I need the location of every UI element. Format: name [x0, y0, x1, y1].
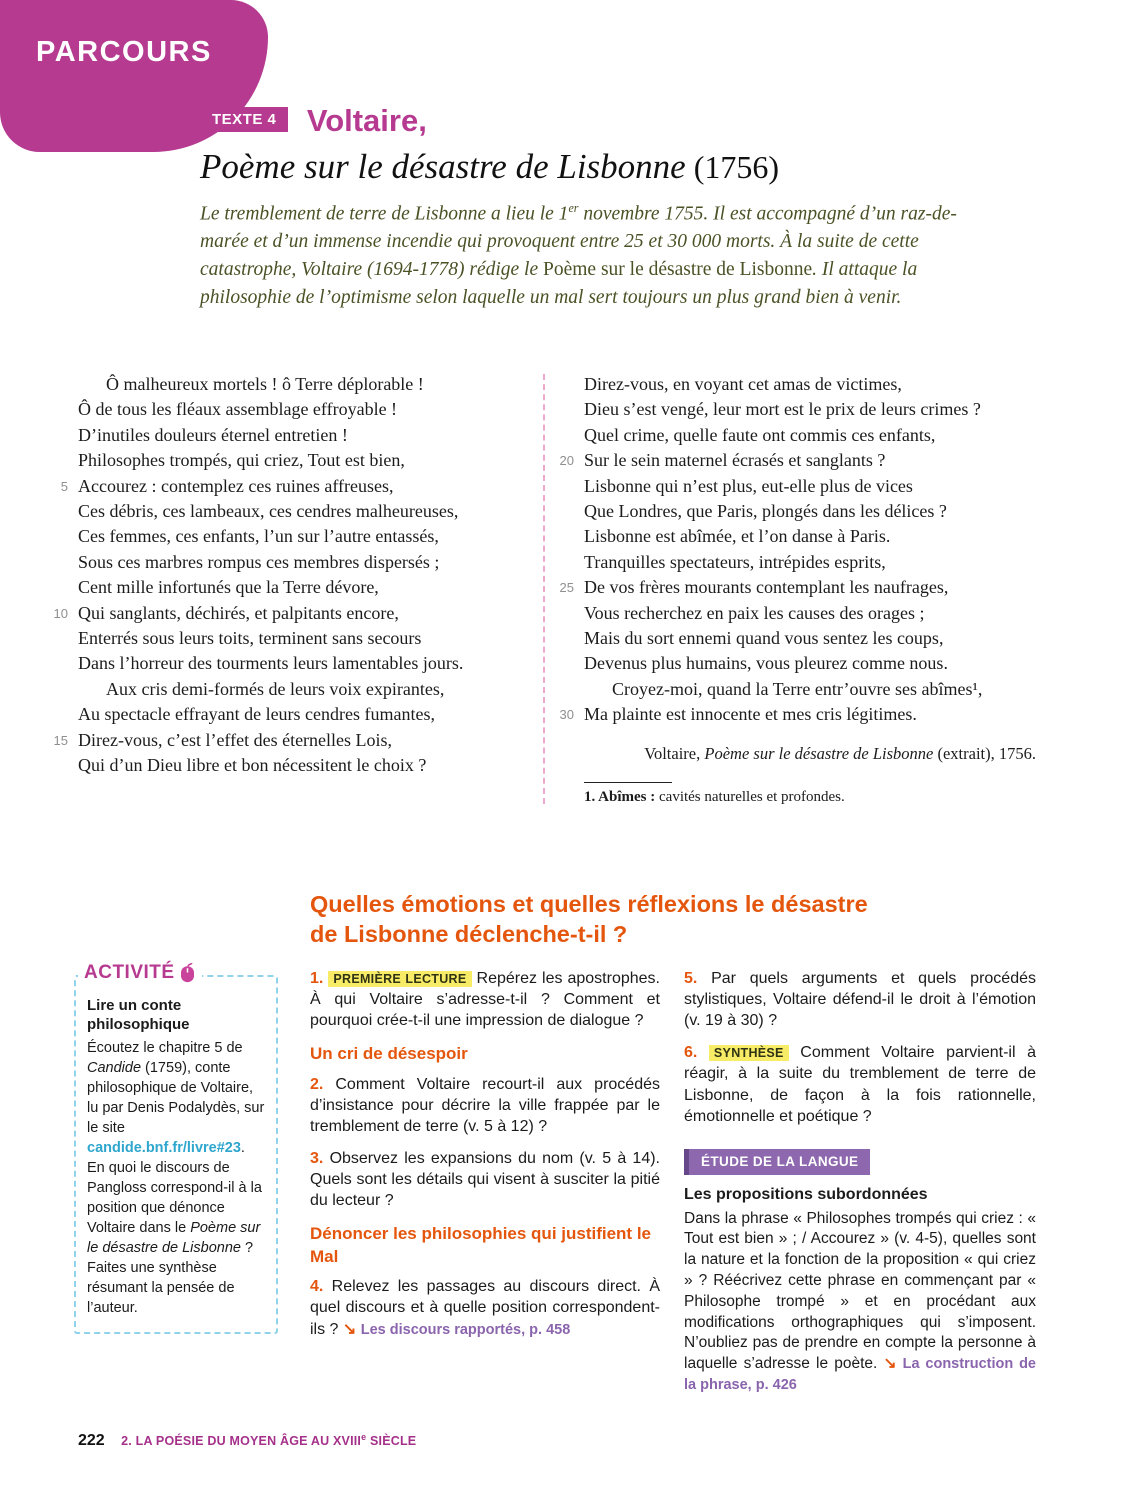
- chapter-text: SIÈCLE: [366, 1434, 417, 1449]
- cross-reference-link[interactable]: Les discours rapportés, p. 458: [360, 1321, 571, 1338]
- question-badge: SYNTHÈSE: [709, 1045, 789, 1061]
- poem-line: [550, 372, 1036, 397]
- intro-text: . Il attaque la philosophie de l’optimisme selon laquelle un mal sert toujours un plus grand bien à venir.: [200, 258, 918, 308]
- question-text: Repérez les apostrophes. À qui Voltaire s’adresse-t-il ? Comment et pourquoi crée-t-il une impression de dialogue ?: [310, 970, 660, 1030]
- texte-badge: TEXTE 4: [200, 107, 288, 132]
- questions-column-right: [684, 968, 1036, 1396]
- verse-number: [44, 397, 68, 422]
- poem-line: [44, 677, 538, 702]
- chapter-text: 2. LA POÉSIE DU MOYEN ÂGE AU XVIII: [121, 1434, 362, 1449]
- verse-number: 10: [53, 605, 68, 621]
- question-text: Observez les expansions du nom (v. 5 à 14). Quels sont les détails qui visent à susciter la pitié du lecteur ?: [310, 1150, 660, 1210]
- verse-number: 15: [53, 732, 68, 748]
- verse-text: Lisbonne qui n’est plus, eut-elle plus de vices: [584, 475, 913, 496]
- verse-text: Qui sanglants, déchirés, et palpitants encore,: [78, 602, 399, 623]
- poem-column-divider: [543, 374, 545, 804]
- poem-line: [550, 702, 1036, 727]
- verse-text: Direz-vous, en voyant cet amas de victimes,: [584, 374, 902, 394]
- question-badge: PREMIÈRE LECTURE: [328, 971, 471, 987]
- verse-number: [550, 651, 574, 676]
- activity-italic: Poème sur le désastre de Lisbonne: [87, 1219, 261, 1256]
- question-text: Relevez les passages au discours direct. À quel discours et à quelle position correspondent-ils ?: [310, 1278, 660, 1338]
- chapter-title: [121, 1434, 416, 1448]
- poem-title-italic: Poème sur le désastre de Lisbonne: [200, 147, 686, 186]
- intro-text: Le tremblement de terre de Lisbonne a lieu le 1: [200, 203, 569, 225]
- intro-paragraph: [200, 200, 962, 311]
- activity-text: (1759), conte philosophique de Voltaire, lu par Denis Podalydès, sur le site: [87, 1059, 265, 1136]
- etude-title: Les propositions subordonnées: [684, 1185, 928, 1203]
- poem-line: [44, 499, 538, 524]
- question-item: [684, 968, 1036, 1031]
- verse-number: [550, 499, 574, 524]
- verse-text: Philosophes trompés, qui criez, Tout est bien,: [78, 450, 405, 471]
- verse-text: Dieu s’est vengé, leur mort est le prix de leurs crimes ?: [584, 399, 981, 420]
- verse-text: Sous ces marbres rompus ces membres dispersés ;: [78, 551, 440, 572]
- poem-line: [44, 397, 538, 422]
- attribution-text: (extrait), 1756.: [933, 743, 1036, 763]
- etude-badge: ÉTUDE DE LA LANGUE: [684, 1149, 870, 1175]
- activity-label-text: ACTIVITÉ: [84, 962, 175, 983]
- verse-number: [550, 474, 574, 499]
- question-number: 6.: [684, 1044, 709, 1062]
- question-text: Comment Voltaire parvient-il à réagir, à la suite du tremblement de terre de Lisbonne, de façon à la fois rationnelle, émotionnelle et poétique ?: [684, 1044, 1036, 1125]
- intro-superscript: er: [568, 201, 579, 215]
- verse-number: 5: [60, 478, 68, 494]
- verse-number: [44, 550, 68, 575]
- verse-text: De vos frères mourants contemplant les naufrages,: [584, 577, 949, 598]
- verse-number: [44, 575, 68, 600]
- poem-line: [550, 474, 1036, 499]
- verse-text: Ô de tous les fléaux assemblage effroyable !: [78, 399, 398, 420]
- question-subheading: Un cri de désespoir: [310, 1044, 468, 1064]
- poem-column-left: [44, 372, 538, 779]
- poem-line: [550, 601, 1036, 626]
- poem-line: [44, 728, 538, 753]
- intro-text: novembre 1755. Il est accompagné d’un raz-de-marée et d’un immense incendie qui provoquent entre 25 et 30 000 morts. À la suite de cette catastrophe, Voltaire (1694-1778) rédige le: [200, 203, 957, 280]
- poem-line: [44, 601, 538, 626]
- verse-number: [550, 397, 574, 422]
- question-item: [684, 1042, 1036, 1126]
- poem-line: [550, 626, 1036, 651]
- author-name: Voltaire,: [306, 103, 427, 138]
- question-number: 4.: [310, 1278, 332, 1296]
- activity-text: ? Faites une synthèse résumant la pensée de l’auteur.: [87, 1239, 254, 1316]
- question-subheading: Dénoncer les philosophies qui justifient le Mal: [310, 1224, 651, 1266]
- question-item: [310, 1276, 660, 1339]
- verse-text: Ces débris, ces lambeaux, ces cendres malheureuses,: [78, 501, 459, 522]
- verse-number: [44, 372, 68, 397]
- poem-line: [550, 575, 1036, 600]
- verse-text: Lisbonne est abîmée, et l’on danse à Paris.: [584, 526, 891, 547]
- poem-line: [550, 677, 1036, 702]
- poem-line: [44, 651, 538, 676]
- verse-number: [550, 626, 574, 651]
- poem-line: [550, 651, 1036, 676]
- etude-body: [684, 1209, 1036, 1396]
- page-footer: [78, 1432, 416, 1450]
- footnote-text: 1. Abîmes :: [584, 788, 656, 805]
- attribution-text: Voltaire,: [644, 743, 705, 763]
- poem-line: [44, 626, 538, 651]
- verse-text: Ma plainte est innocente et mes cris légitimes.: [584, 704, 917, 725]
- question-number: 1.: [310, 970, 329, 987]
- question-item: [310, 1148, 660, 1211]
- intro-title-roman: Poème sur le désastre de Lisbonne: [543, 258, 813, 280]
- poem-line: [550, 499, 1036, 524]
- poem-line: [44, 550, 538, 575]
- verse-text: Vous recherchez en paix les causes des orages ;: [584, 602, 925, 623]
- questions-heading-line1: Quelles émotions et quelles réflexions le désastre: [310, 891, 868, 917]
- verse-text: Qui d’un Dieu libre et bon nécessitent le choix ?: [78, 755, 427, 776]
- poem-line: [44, 524, 538, 549]
- mouse-icon: [180, 963, 196, 983]
- verse-text: Mais du sort ennemi quand vous sentez les coups,: [584, 628, 944, 649]
- verse-text: Enterrés sous leurs toits, terminent sans secours: [78, 628, 422, 649]
- question-number: 5.: [684, 970, 712, 987]
- poem-line: [44, 474, 538, 499]
- activity-text: . En quoi le discours de Pangloss correspond-il à la position que dénonce Voltaire dans le: [87, 1139, 262, 1236]
- poem-line: [44, 423, 538, 448]
- activity-text: Écoutez le chapitre 5 de: [87, 1039, 243, 1056]
- poem-line: [44, 372, 538, 397]
- etude-de-la-langue-block: [684, 1149, 1036, 1396]
- arrow-icon: ↘: [338, 1320, 361, 1338]
- poem-line: [44, 702, 538, 727]
- verse-number: 30: [559, 707, 574, 723]
- etude-text: Dans la phrase « Philosophes trompés qui criez : « Tout est bien » ; / Accourez » (v. 4-5), quelles sont la nature et la fonction de la proposition « qui criez » ? Réécrivez cette phrase en commençant par « Philosophe trompé » et en procédant aux modifications orthographiques qui s’imposent. N’oubliez pas de prendre en compte la personne à laquelle s’adresse le poète.: [684, 1209, 1036, 1373]
- verse-number: [550, 372, 574, 397]
- verse-text: Tranquilles spectateurs, intrépides esprits,: [584, 551, 886, 572]
- verse-number: [550, 677, 574, 702]
- verse-text: Au spectacle effrayant de leurs cendres fumantes,: [78, 704, 436, 725]
- activity-label: [78, 962, 202, 984]
- verse-number: 25: [559, 580, 574, 596]
- activity-title: Lire un conte philosophique: [87, 997, 190, 1033]
- verse-number: [44, 626, 68, 651]
- poem-line: [550, 550, 1036, 575]
- verse-text: Devenus plus humains, vous pleurez comme nous.: [584, 653, 948, 674]
- verse-text: Croyez-moi, quand la Terre entr’ouvre ses abîmes¹,: [612, 678, 983, 699]
- activity-box: [74, 975, 278, 1334]
- footnote: [584, 789, 1036, 806]
- verse-number: [44, 448, 68, 473]
- cross-reference-link[interactable]: La construction de la phrase, p. 426: [684, 1356, 1036, 1393]
- verse-text: Quel crime, quelle faute ont commis ces enfants,: [584, 424, 936, 445]
- questions-column-left: [310, 968, 660, 1351]
- verse-text: Ô malheureux mortels ! ô Terre déplorable !: [106, 374, 424, 394]
- poem-line: [550, 448, 1036, 473]
- questions-heading-line2: de Lisbonne déclenche-t-il ?: [310, 920, 628, 947]
- activity-sidebar: [74, 962, 278, 1334]
- verse-number: [44, 524, 68, 549]
- poem-line: [550, 423, 1036, 448]
- poem-attribution: [550, 744, 1036, 764]
- verse-number: [550, 601, 574, 626]
- verse-number: [550, 524, 574, 549]
- arrow-icon: ↘: [883, 1355, 897, 1373]
- verse-text: Dans l’horreur des tourments leurs lamentables jours.: [78, 653, 464, 674]
- question-item: [310, 1074, 660, 1137]
- chapter-superscript: e: [361, 1432, 367, 1442]
- verse-number: [44, 753, 68, 778]
- footnote-text: cavités naturelles et profondes.: [655, 788, 845, 805]
- verse-text: Sur le sein maternel écrasés et sanglants ?: [584, 450, 886, 471]
- question-text: Par quels arguments et quels procédés stylistiques, Voltaire défend-il le droit à l’émotion (v. 19 à 30) ?: [684, 970, 1036, 1030]
- verse-number: [44, 423, 68, 448]
- questions-heading: [310, 890, 910, 950]
- parcours-label: PARCOURS: [36, 36, 212, 68]
- attribution-text: Poème sur le désastre de Lisbonne: [704, 743, 934, 763]
- verse-text: Cent mille infortunés que la Terre dévore,: [78, 577, 379, 598]
- poem-line: [44, 753, 538, 778]
- poem-line: [44, 575, 538, 600]
- poem-line: [550, 397, 1036, 422]
- footnote-rule: [584, 782, 672, 783]
- poem-line: [550, 524, 1036, 549]
- verse-text: Que Londres, que Paris, plongés dans les délices ?: [584, 501, 947, 522]
- verse-number: 20: [559, 453, 574, 469]
- poem-title-year: (1756): [685, 149, 780, 185]
- question-text: Comment Voltaire recourt-il aux procédés d’insistance pour décrire la ville frappée par le tremblement de terre (v. 5 à 12) ?: [310, 1075, 660, 1135]
- poem-column-right: [550, 372, 1036, 806]
- verse-number: [44, 677, 68, 702]
- verse-number: [550, 423, 574, 448]
- verse-number: [550, 550, 574, 575]
- poem-title: [200, 147, 779, 187]
- verse-text: Ces femmes, ces enfants, l’un sur l’autre entassés,: [78, 526, 439, 547]
- question-number: 3.: [310, 1150, 330, 1168]
- text-header: [200, 103, 779, 187]
- page-number: 222: [78, 1432, 105, 1450]
- verse-text: D’inutiles douleurs éternel entretien !: [78, 424, 348, 445]
- question-item: [310, 968, 660, 1031]
- candide-site-link[interactable]: candide.bnf.fr/livre#23: [87, 1139, 241, 1156]
- poem-line: [44, 448, 538, 473]
- verse-number: [44, 651, 68, 676]
- question-number: 2.: [310, 1075, 336, 1093]
- verse-number: [44, 702, 68, 727]
- verse-number: [44, 499, 68, 524]
- activity-italic: Candide: [87, 1059, 142, 1076]
- verse-text: Accourez : contemplez ces ruines affreuses,: [78, 475, 394, 496]
- verse-text: Direz-vous, c’est l’effet des éternelles Lois,: [78, 729, 393, 750]
- verse-text: Aux cris demi-formés de leurs voix expirantes,: [106, 678, 445, 699]
